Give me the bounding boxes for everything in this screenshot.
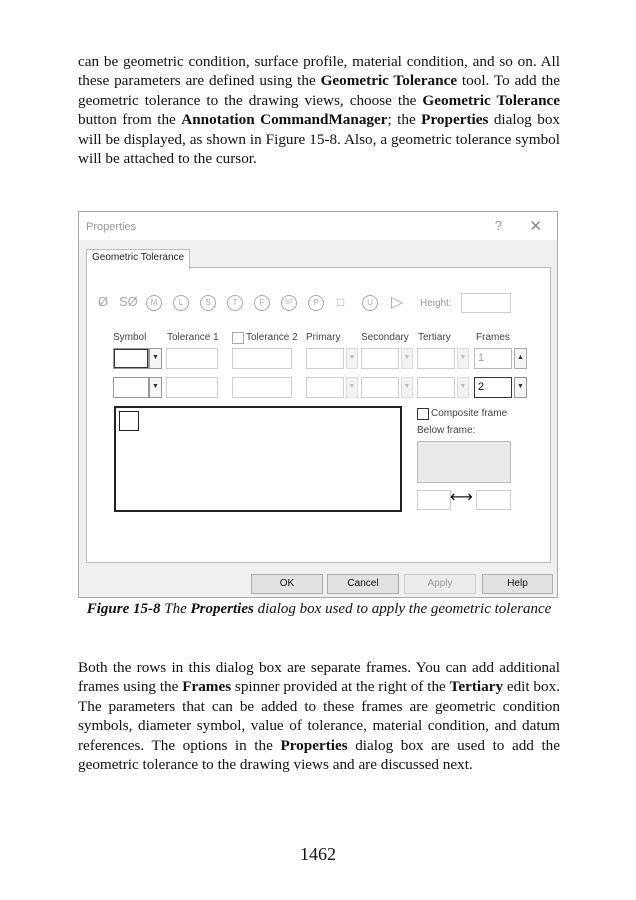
bold-term: Properties (421, 111, 489, 129)
help-question-icon[interactable]: ? (494, 218, 502, 233)
text-run: ; the (387, 111, 422, 129)
unequal-profile-icon[interactable]: U (362, 295, 378, 311)
diameter-icon[interactable]: Ø (98, 294, 109, 309)
bold-term: Annotation CommandManager (181, 111, 388, 129)
text-run: dialog box will be displayed, as shown in Figure 15-8. Also, a geometric tolerance symbol will be attached to the cursor. (78, 111, 561, 168)
projected-zone-icon[interactable]: P (308, 295, 324, 311)
caption-text: The (160, 601, 191, 617)
height-input[interactable] (461, 293, 511, 313)
tolerance2-input-row2[interactable] (232, 377, 292, 398)
caption-bold: Properties (190, 601, 254, 617)
dialog-titlebar (79, 212, 557, 240)
text-run: button from the (78, 111, 182, 129)
symbol-combo-row2[interactable] (113, 377, 149, 398)
help-button[interactable]: Help (482, 574, 553, 594)
cancel-button[interactable]: Cancel (327, 574, 399, 594)
text-run: tool. To add the geometric tolerance to the drawing views, choose the (78, 72, 560, 109)
figure-caption (78, 600, 560, 619)
tertiary-dropdown-icon[interactable]: ▼ (457, 348, 469, 369)
secondary-input-row2[interactable] (361, 377, 399, 398)
secondary-header: Secondary (361, 332, 409, 343)
text-run: Both the rows in this dialog box are separate frames. You can add additional frames using the (78, 659, 560, 696)
tolerance2-checkbox[interactable] (232, 332, 244, 344)
tolerance1-input-row2[interactable] (166, 377, 218, 398)
page-number: 1462 (300, 844, 336, 864)
rfs-icon[interactable]: S (200, 295, 216, 311)
caption-text: dialog box used to apply the geometric tolerance (253, 601, 552, 617)
dialog-title: Properties (86, 221, 137, 233)
bold-term: Geometric Tolerance (422, 91, 560, 109)
symbol-combo-row1[interactable] (113, 348, 149, 369)
composite-frame-label: Composite frame (431, 408, 508, 419)
tolerance2-header: Tolerance 2 (246, 332, 298, 343)
height-label: Height: (420, 298, 452, 309)
secondary-input-row1[interactable] (361, 348, 399, 369)
frame-preview (114, 406, 402, 512)
text-run: spinner provided at the right of the (231, 678, 450, 696)
primary-dropdown-icon[interactable]: ▼ (346, 348, 358, 369)
below-frame-label: Below frame: (417, 425, 476, 436)
tertiary-input-row1[interactable] (417, 348, 455, 369)
text-run: edit box. The parameters that can be added to these frames are geometric condition symbols, diameter symbol, value of tolerance, material condition, and datum references. The options in the (78, 678, 560, 754)
frames-input-row2[interactable] (474, 377, 512, 398)
preview-cell (119, 411, 139, 431)
secondary-dropdown-icon[interactable]: ▼ (401, 348, 413, 369)
below-frame-left-input[interactable] (417, 490, 451, 510)
below-frame-preview (417, 441, 511, 483)
frames-header: Frames (476, 332, 510, 343)
lmc-icon[interactable]: L (173, 295, 189, 311)
bold-term: Tertiary (449, 678, 504, 696)
chevron-down-icon[interactable]: ▼ (514, 377, 527, 398)
tolerance1-input-row1[interactable] (166, 348, 218, 369)
body-paragraph (78, 658, 560, 774)
bold-term: Geometric Tolerance (320, 72, 458, 90)
tab-panel (86, 267, 551, 563)
bold-term: Properties (280, 736, 348, 754)
chevron-down-icon[interactable]: ▼ (149, 348, 162, 369)
figure-number: Figure 15-8 (86, 601, 161, 617)
frames-input-row1[interactable] (474, 348, 512, 369)
triangle-icon[interactable]: ▷ (391, 294, 404, 311)
square-icon[interactable]: □ (337, 295, 345, 309)
primary-input-row1[interactable] (306, 348, 344, 369)
text-run: can be geometric condition, surface profile, material condition, and so on. All these parameters are defined using the (78, 53, 560, 90)
tertiary-dropdown-icon[interactable]: ▼ (457, 377, 469, 398)
intro-paragraph (78, 52, 560, 168)
spherical-diameter-icon[interactable]: SØ (119, 294, 138, 309)
free-state-icon[interactable]: F (254, 295, 270, 311)
apply-button[interactable]: Apply (404, 574, 476, 594)
tertiary-input-row2[interactable] (417, 377, 455, 398)
tolerance1-header: Tolerance 1 (167, 332, 219, 343)
tangent-plane-icon[interactable]: T (227, 295, 243, 311)
frames-value-row1: 1 (478, 352, 485, 364)
composite-frame-checkbox[interactable] (417, 408, 429, 420)
below-frame-right-input[interactable] (476, 490, 511, 510)
tab-geometric-tolerance[interactable]: Geometric Tolerance (86, 249, 190, 270)
tertiary-header: Tertiary (418, 332, 451, 343)
double-arrow-icon: ⟷ (450, 487, 473, 506)
chevron-up-icon[interactable]: ▲ (514, 348, 527, 369)
symbol-header: Symbol (113, 332, 147, 343)
chevron-down-icon[interactable]: ▼ (149, 377, 162, 398)
statistical-icon[interactable]: ST (281, 295, 297, 311)
mmc-icon[interactable]: M (146, 295, 162, 311)
tolerance2-input-row1[interactable] (232, 348, 292, 369)
frames-value-row2: 2 (478, 381, 485, 393)
bold-term: Frames (182, 678, 232, 696)
primary-input-row2[interactable] (306, 377, 344, 398)
close-icon[interactable]: ✕ (529, 218, 542, 235)
properties-dialog (78, 211, 558, 598)
secondary-dropdown-icon[interactable]: ▼ (401, 377, 413, 398)
primary-dropdown-icon[interactable]: ▼ (346, 377, 358, 398)
primary-header: Primary (306, 332, 341, 343)
ok-button[interactable]: OK (251, 574, 323, 594)
text-run: dialog box are used to add the geometric tolerance to the drawing views and are discussed next. (78, 736, 561, 774)
